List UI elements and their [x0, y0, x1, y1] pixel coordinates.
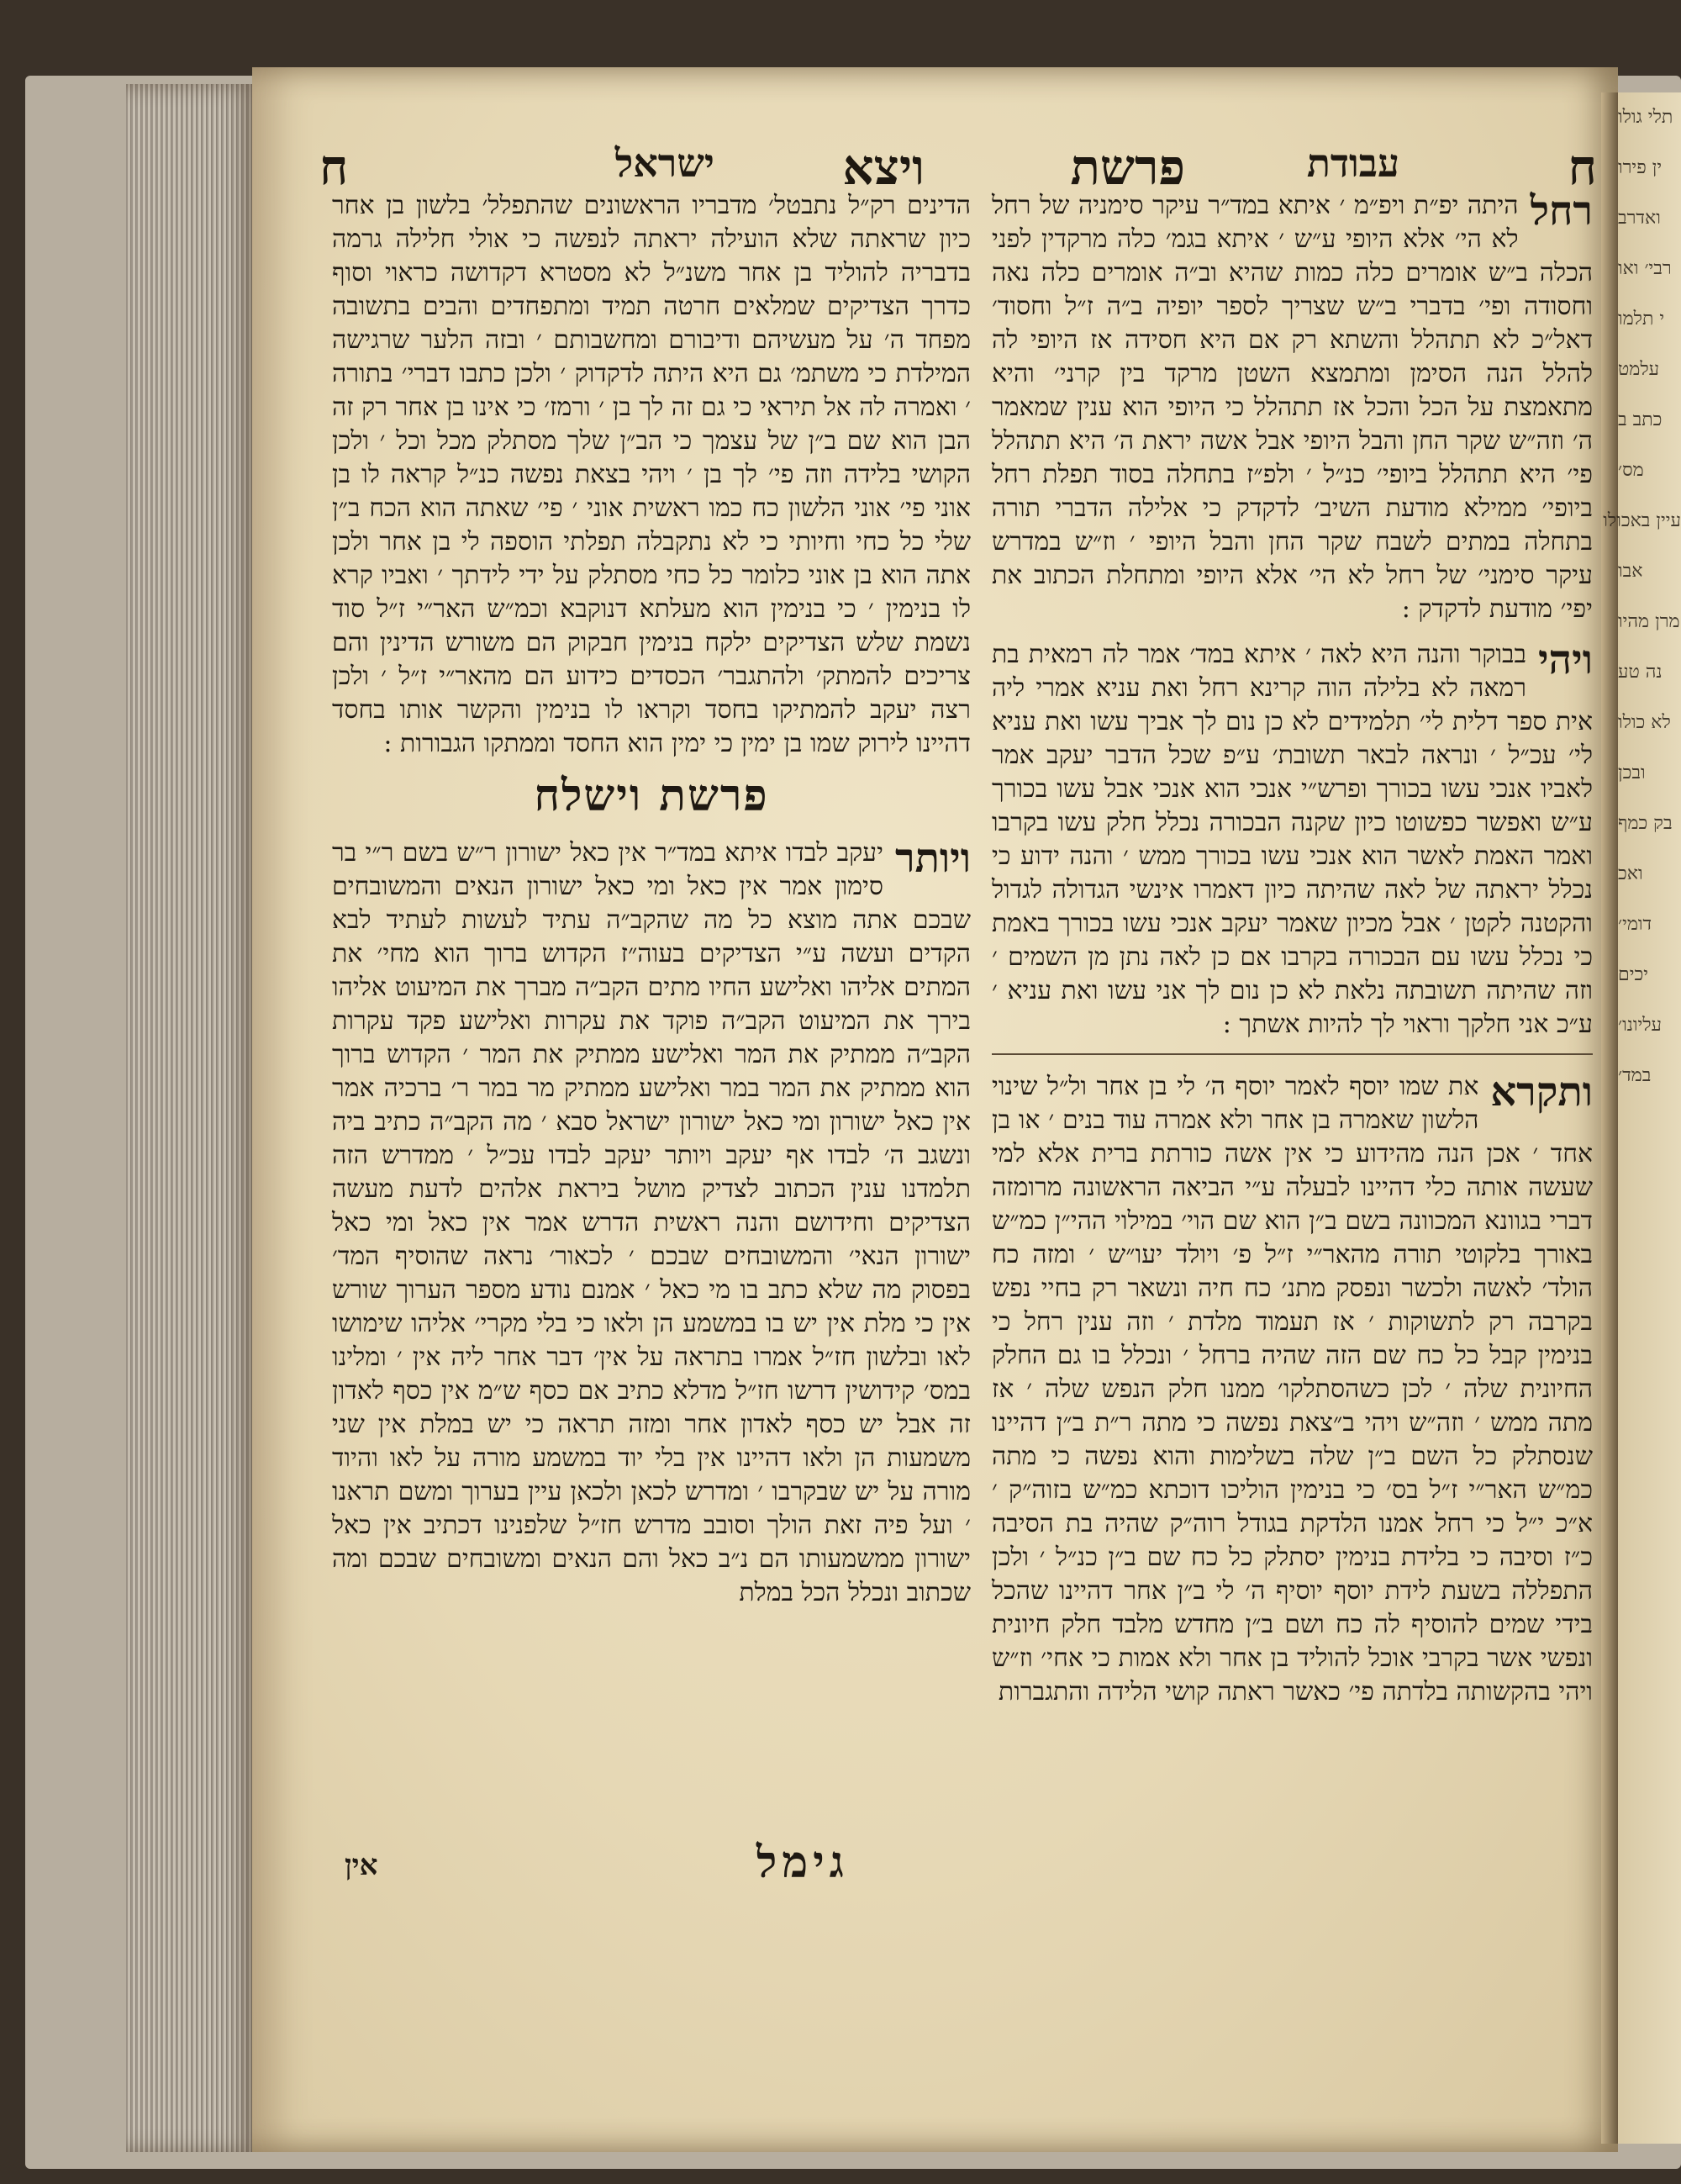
facing-page-fragment: בק כמף	[1618, 813, 1673, 834]
paragraph-opening: הדינים רק״ל נתבטל׳ מדבריו הראשונים שהתפלל׳ בלשון בן אחר כיון שראתה שלא הועילה יראתה לנפשה כי אולי חלילה גרמה בדבריה להוליד בן אחר משנ״ל לא מסטרא דקדושה כראוי וסוף כדרך הצדיקים שמלאים חרטה תמיד ומתפחדים והבים בתשובה מפחד ה׳ על מעשיהם ודיבורם ומחשבותם ׳ ובזה הלער שרגישה המילדת כי משתמ׳ גם היא היתה לדקדוק ׳ ולכן כתבו דברי׳ בתורה ׳ ואמרה לה אל תיראי כי גם זה לך בן ׳ ורמז׳ כי אינו בן אחר רק זה הבן הוא שם ב״ן של עצמך כי הב״ן שלך מסתלק מכל וכל ׳ ולכן הקושי בלידה וזה פי׳ לך בן ׳ ויהי בצאת נפשה כנ״ל קראה לו בן אוני פי׳ אוני הלשון כח כמו ראשית אוני ׳ פי׳ שאתה הוא הכח ב״ן שלי כל כחי וחיותי כי לא נתקבלה תפלתי הוספה לי בן אחר ולכן אתה הוא בן אוני כלומר כל כחי מסתלק על ידי לידתך ׳ ואביו קרא לו בנימין ׳ כי בנימין הוא מעלתא דנוקבא וכמ״ש האר״י ז״ל סוד נשמת שלש הצדיקים ילקח בנימין חבקוק הם משורש הדינין והם צריכים להמתק׳ ולהתגבר׳ הכסדים כידוע הם מהאר״י ז״ל ׳ ולכן רצה יעקב להמתיקו בחסד וקראו לו בנימין והקשר אותו בחסד דהיינו לירוק שמו בן ימין כי ימין הוא החסד וממתקו הגבורות :	[332, 191, 972, 758]
lead-word: ויותר	[895, 835, 971, 882]
paragraph-vayehi	[992, 638, 1593, 1042]
paragraph-text: בבוקר והנה היא לאה ׳ איתא במד׳ אמר לה רמאית בת רמאה לא בלילה הוה קרינא רחל ואת עניא אמרי ליה אית ספר דלית לי׳ תלמידים לא כן נום לך אביך עשו ואת עניא לי׳ עכ״ל ׳ ונראה לבאר תשובת׳ ע״פ שכל הדבר יעקב אמר לאביו אנכי עשו בכורך ופרש״י אנכי הוא אנכי אבל עשו בכורך ע״ש ואפשר כפשוטו כיון שקנה הבכורה נכלל חלק עשו בקרבו ואמר האמת לאשר הוא אנכי עשו בכורך ממש ׳ והנה ידוע כי נכלל יראתה של לאה שהיתה כיון דאמרו אינשי הגדולה לגדול והקטנה לקטן ׳ אבל מכיון שאמר יעקב אנכי עשו בכורך באמת כי נכלל עשו עם הבכורה בקרבו אם כן לאה נתן מן השמים ׳ וזה שהיתה תשובתה נלאת לא כן נום לך אני עשו ואת עניא ׳ ע״כ אני חלקך וראוי לך להיות אשתך :	[992, 640, 1593, 1039]
signature-mark: גימל	[756, 1837, 849, 1888]
folio-number: ח	[1568, 139, 1597, 196]
facing-page-fragment: דומי׳	[1618, 914, 1652, 935]
head-parashat: פרשת	[1070, 139, 1185, 196]
facing-page-fragment: עיין באכולו	[1603, 510, 1681, 531]
head-yisrael: ישראל	[614, 140, 714, 186]
book-gutter	[1601, 92, 1618, 2144]
paragraph-text: יעקב לבדו איתא במד״ר אין כאל ישורון ר״ש בשם ר״י בר סימון אמר אין כאל ומי כאל ישורון הנאים והמשובחים שבכם אתה מוצא כל מה שהקב״ה עתיד לעשות לעתיד לבא הקדים ועשה ע״י הצדיקים בעוה״ז הקדוש ברוך הוא מחי׳ את המתים אליהו ואלישע החיו מתים הקב״ה מברך את המיעוט אליהו בירך את המיעוט הקב״ה פוקד את עקרות ואלישע פקד עקרות הקב״ה ממתיק את המר ואלישע ממתיק את המר ׳ הקדוש ברוך הוא ממתיק את המר במר ואלישע ממתיק מר במר ר׳ ברכיה אמר אין כאל ישורון ומי כאל ישורון ישראל סבא ׳ מה הקב״ה כתיב ביה ונשגב ה׳ לבדו אף יעקב ויותר יעקב לבדו עכ״ל ׳ ממדרש הזה תלמדנו ענין הכתוב לצדיק מושל ביראת אלהים לדעת מעשה הצדיקים וחידושם והנה ראשית הדרש אמר אין כאל ומי כאל ישורון הנאי׳ והמשובחים שבכם ׳ לכאור׳ נראה שהוסיף המד׳ בפסוק מה שלא כתב בו מי כאל ׳ אמנם נודע מספר הערוך שורש אין כי מלת אין יש בו במשמע הן ולאו כי בלי מקרי׳ אליהו שימושו לאו ובלשון חז״ל אמרו בתראה על אין׳ דבר אחר ליה אין ׳ ומלינו במס׳ קידושין דרשו חז״ל מדלא כתיב אם כסף ש״מ אין כסף לאדון זה אבל יש כסף לאדון אחר ומזה תראה כי יש במלת אין שני משמעות הן ולאו דהיינו אין בלי יוד במשמע מורה על לאו והיוד מורה על יש שבקרבו ׳ ומדרש לכאן ולכאן עיין בערוך ומשם תראנו ׳ ועל פיה זאת הולך וסובב מדרש חז״ל שלפנינו דכתיב אין כאל ישורון ממשמעותו הם נ״ב כאל והם הנאים ומשובחים שבכם ומה שכתוב ונכלל הכל במלת	[332, 838, 971, 1607]
facing-page-fragment: ואכ	[1618, 863, 1643, 884]
facing-page-fragment: עלמט	[1618, 359, 1660, 380]
facing-page-fragment: רבי׳ ואו	[1618, 258, 1672, 279]
paragraph-text: את שמו יוסף לאמר יוסף ה׳ לי בן אחר ול״ל שינוי הלשון שאמרה בן אחר ולא אמרה עוד בנים ׳ או בן אחד ׳ אכן הנה מהידוע כי אין אשה כורתת ברית אלא למי שעשה אותה כלי דהיינו לבעלה ע״י הביאה הראשונה מרומזה דברי בגוונא המכוונה בשם ב״ן הוא שם הוי׳ במילוי ההי״ן כמ״ש באורך בלקוטי תורה מהאר״י ז״ל פ׳ ויולד יעו״ש ׳ ומזה כח הולד׳ לאשה ולכשר ונפסק מתנ׳ כח חיה ונשאר רק בחיי נפש בקרבה רק לתשוקות ׳ אז תעמוד מלדת ׳ וזה ענין רחל כי בנימין קבל כל כח שם הזה שהיה ברחל ׳ ונכלל בו גם החלק החיונית שלה ׳ לכן כשהסתלקו׳ ממנו חלק הנפש שלה ׳ אז מתה ממש ׳ וזה״ש ויהי ב״צאת נפשה כי מתה ר״ת ב״ן דהיינו שנסתלק כל השם ב״ן שלה בשלימות והוא נפשה כי מתה כמ״ש האר״י ז״ל בס׳ כי בנימין הוליכו דוכתא כמ״ש בזוה״ק ׳ א״כ י״ל כי רחל אמנו הלדקת בגודל רוה״ק שהיה בת הסיבה כ״ז וסיבה כי בלידת בנימין יסתלק כל כח שם ב״ן כנ״ל ׳ ולכן התפללה בשעת לידת יוסף יוסיף ה׳ לי ב״ן אחר דהיינו שהכל בידי שמים להוסיף לה כח ושם ב״ן מחדש מלבד חלק חיונית ונפשי אשר בקרבי אוכל להוליד בן אחר ולא אמות כי אחי׳ וז״ש ויהי בהקשותה בלדתה פי׳ כאשר ראתה קושי הלידה והתגברות	[992, 1072, 1593, 1707]
facing-page-fragment: נה טע	[1618, 662, 1663, 683]
page-edges	[126, 84, 261, 2152]
head-vayetze: ויצא	[842, 139, 925, 196]
right-text-column	[992, 189, 1593, 1879]
left-text-column	[332, 189, 971, 1879]
facing-page-edge	[1603, 92, 1681, 2144]
facing-page-fragment: מרן מהיו	[1618, 611, 1680, 632]
lead-word: רחל	[1530, 187, 1593, 235]
facing-page-fragment: עליונו׳	[1618, 1015, 1663, 1036]
facing-page-fragment: ואדרב	[1618, 208, 1661, 229]
paragraph-vayivater	[332, 836, 971, 1610]
facing-page-fragment: ין פירו	[1618, 157, 1663, 178]
head-left-letter: ח	[319, 139, 349, 196]
head-avodat: עבודת	[1306, 140, 1399, 186]
facing-page-fragment: לא כולו	[1618, 712, 1671, 733]
paragraph-rachel	[992, 189, 1593, 626]
paragraph-vatikra	[992, 1070, 1593, 1709]
lead-word: ויהי	[1537, 636, 1593, 683]
facing-page-fragment: מס׳	[1618, 460, 1644, 481]
divider	[992, 1053, 1593, 1055]
lead-word: ותקרא	[1490, 1068, 1593, 1116]
facing-page-fragment: במד׳	[1618, 1065, 1652, 1086]
footer-row	[336, 1837, 1597, 1887]
catchword: אין	[345, 1849, 378, 1882]
facing-page-fragment: כתב ב	[1618, 409, 1663, 430]
facing-page-fragment: יכים	[1618, 964, 1649, 985]
paragraph-text: היתה יפ״ת ויפ״מ ׳ איתא במד״ר עיקר סימניה של רחל לא הי׳ אלא היופי ע״ש ׳ איתא בגמ׳ כלה מרקדין לפני הכלה ב״ש אומרים כלה כמות שהיא וב״ה אומרים כלה נאה וחסודה ופי׳ בדברי ב״ש שצריך לספר יופיה ב״ה ז״ל וחסוד׳ דאל״כ לא תתהלל והשתא רק אם היא חסידה אז היופי לה להלל הנה הסימן ומתמצא השטן מרקד בין קרני׳ והיא מתאמצת על הכל והכל אז תתהלל כי היופי הוא ענין שמאמר ה׳ וזה״ש שקר החן והבל היופי אבל אשה יראת ה׳ היא תתהלל פי׳ היא תתהלל ביופי׳ כנ״ל ׳ ולפ״ז בתחלה בסוד תפלת רחל ביופי׳ ממילא מודעת השיב׳ לדקדק כי אלילה הדברי תורה בתחלה במתים לשבח שקר החן והבל היופי ׳ וז״ש במדרש עיקר סימני׳ של רחל לא הי׳ אלא היופי ומתחלת הכתוב את יפי׳ מודעת לדקדק :	[992, 191, 1593, 624]
section-title: פרשת וישלח	[534, 770, 769, 821]
facing-page-fragment: תלי גולו	[1618, 107, 1673, 128]
facing-page-fragment: ובכן	[1618, 762, 1646, 783]
facing-page-fragment: י תלמו	[1618, 309, 1665, 330]
facing-page-fragment: אבו	[1618, 561, 1643, 582]
